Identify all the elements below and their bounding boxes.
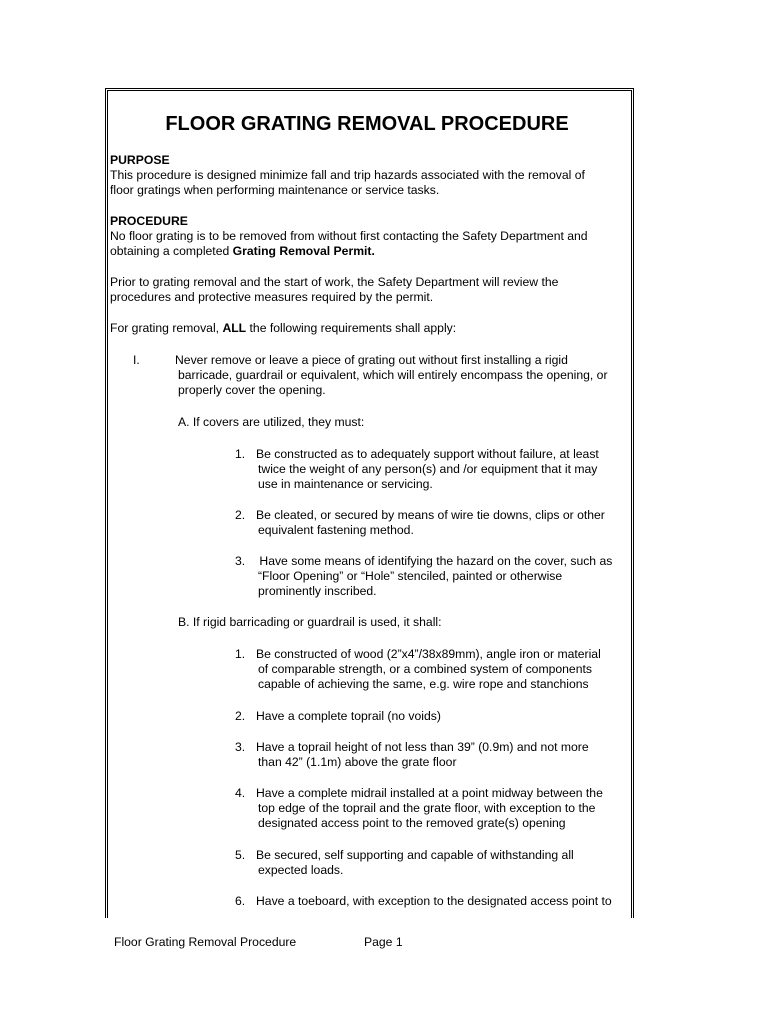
- sub-a-item-3-marker: 3.: [235, 554, 246, 568]
- sub-b-item-2-line-1: Have a complete toprail (no voids): [256, 709, 441, 723]
- sub-b-item-3-line-2: than 42” (1.1m) above the grate floor: [258, 755, 457, 769]
- sub-b-item-6-marker: 6.: [235, 894, 246, 908]
- sub-b-item-1-marker: 1.: [235, 647, 246, 661]
- sub-b-item-5-marker: 5.: [235, 848, 246, 862]
- purpose-heading: PURPOSE: [110, 153, 170, 167]
- sub-b-item-5-line-1: Be secured, self supporting and capable of withstanding all: [256, 848, 574, 862]
- sub-a-item-3-line-2: “Floor Opening” or “Hole” stenciled, painted or otherwise: [258, 569, 563, 583]
- sub-a-item-1-marker: 1.: [235, 447, 246, 461]
- sub-a-item-1-line-3: use in maintenance or servicing.: [258, 477, 433, 491]
- footer-title: Floor Grating Removal Procedure: [114, 935, 297, 949]
- procedure-line-1: No floor grating is to be removed from without first contacting the Safety Department and: [110, 229, 588, 243]
- requirements-intro-suffix: the following requirements shall apply:: [246, 321, 457, 335]
- purpose-line-2: floor gratings when performing maintenance or service tasks.: [110, 183, 440, 197]
- sub-a-item-1-line-1: Be constructed as to adequately support without failure, at least: [256, 447, 599, 461]
- sub-b-item-3-marker: 3.: [235, 740, 246, 754]
- sub-b-item-4-line-1: Have a complete midrail installed at a point midway between the: [256, 786, 603, 800]
- item-i-line-3: properly cover the opening.: [178, 383, 326, 397]
- sub-a-item-3-line-3: prominently inscribed.: [258, 584, 377, 598]
- sub-b-item-3-line-1: Have a toprail height of not less than 39” (0.9m) and not more: [256, 740, 589, 754]
- sub-b-item-4-line-2: top edge of the toprail and the grate floor, with exception to the: [258, 801, 596, 815]
- sub-b-item-6-line-1: Have a toeboard, with exception to the designated access point to: [256, 894, 612, 908]
- requirements-intro: [110, 321, 456, 336]
- sub-b-item-4-marker: 4.: [235, 786, 246, 800]
- sub-b-item-4-line-3: designated access point to the removed grate(s) opening: [258, 816, 566, 830]
- sub-a-item-2-line-1: Be cleated, or secured by means of wire tie downs, clips or other: [256, 508, 605, 522]
- item-i-marker: I.: [133, 353, 140, 367]
- sub-b-item-2-marker: 2.: [235, 709, 246, 723]
- procedure-heading: PROCEDURE: [110, 214, 188, 228]
- requirements-intro-emphasis: ALL: [222, 321, 247, 335]
- sub-a-item-2-marker: 2.: [235, 508, 246, 522]
- requirements-intro-prefix: For grating removal,: [110, 321, 223, 335]
- procedure-line-2: [110, 244, 375, 259]
- item-i-line-1: Never remove or leave a piece of grating out without first installing a rigid: [175, 353, 568, 367]
- sub-a-item-3-line-1: Have some means of identifying the hazard on the cover, such as: [256, 554, 613, 568]
- sub-b-item-1-line-2: of comparable strength, or a combined system of components: [258, 662, 592, 676]
- sub-a-item-2-line-2: equivalent fastening method.: [258, 523, 414, 537]
- sub-b-item-5-line-2: expected loads.: [258, 863, 344, 877]
- review-line-2: procedures and protective measures required by the permit.: [110, 290, 434, 304]
- sub-b-heading: B. If rigid barricading or guardrail is used, it shall:: [178, 615, 442, 629]
- sub-b-item-1-line-1: Be constructed of wood (2”x4”/38x89mm), angle iron or material: [256, 647, 601, 661]
- sub-b-item-1-line-3: capable of achieving the same, e.g. wire rope and stanchions: [258, 677, 589, 691]
- procedure-line-2-text: obtaining a completed: [110, 244, 233, 258]
- sub-a-heading: A. If covers are utilized, they must:: [178, 415, 365, 429]
- item-i-line-2: barricade, guardrail or equivalent, which will entirely encompass the opening, or: [178, 368, 608, 382]
- document-title: FLOOR GRATING REMOVAL PROCEDURE: [165, 113, 569, 135]
- sub-a-item-1-line-2: twice the weight of any person(s) and /or equipment that it may: [258, 462, 598, 476]
- purpose-line-1: This procedure is designed minimize fall and trip hazards associated with the removal of: [110, 168, 585, 182]
- review-line-1: Prior to grating removal and the start of work, the Safety Department will review the: [110, 275, 559, 289]
- page-number: Page 1: [364, 935, 403, 949]
- permit-name: Grating Removal Permit.: [232, 244, 375, 258]
